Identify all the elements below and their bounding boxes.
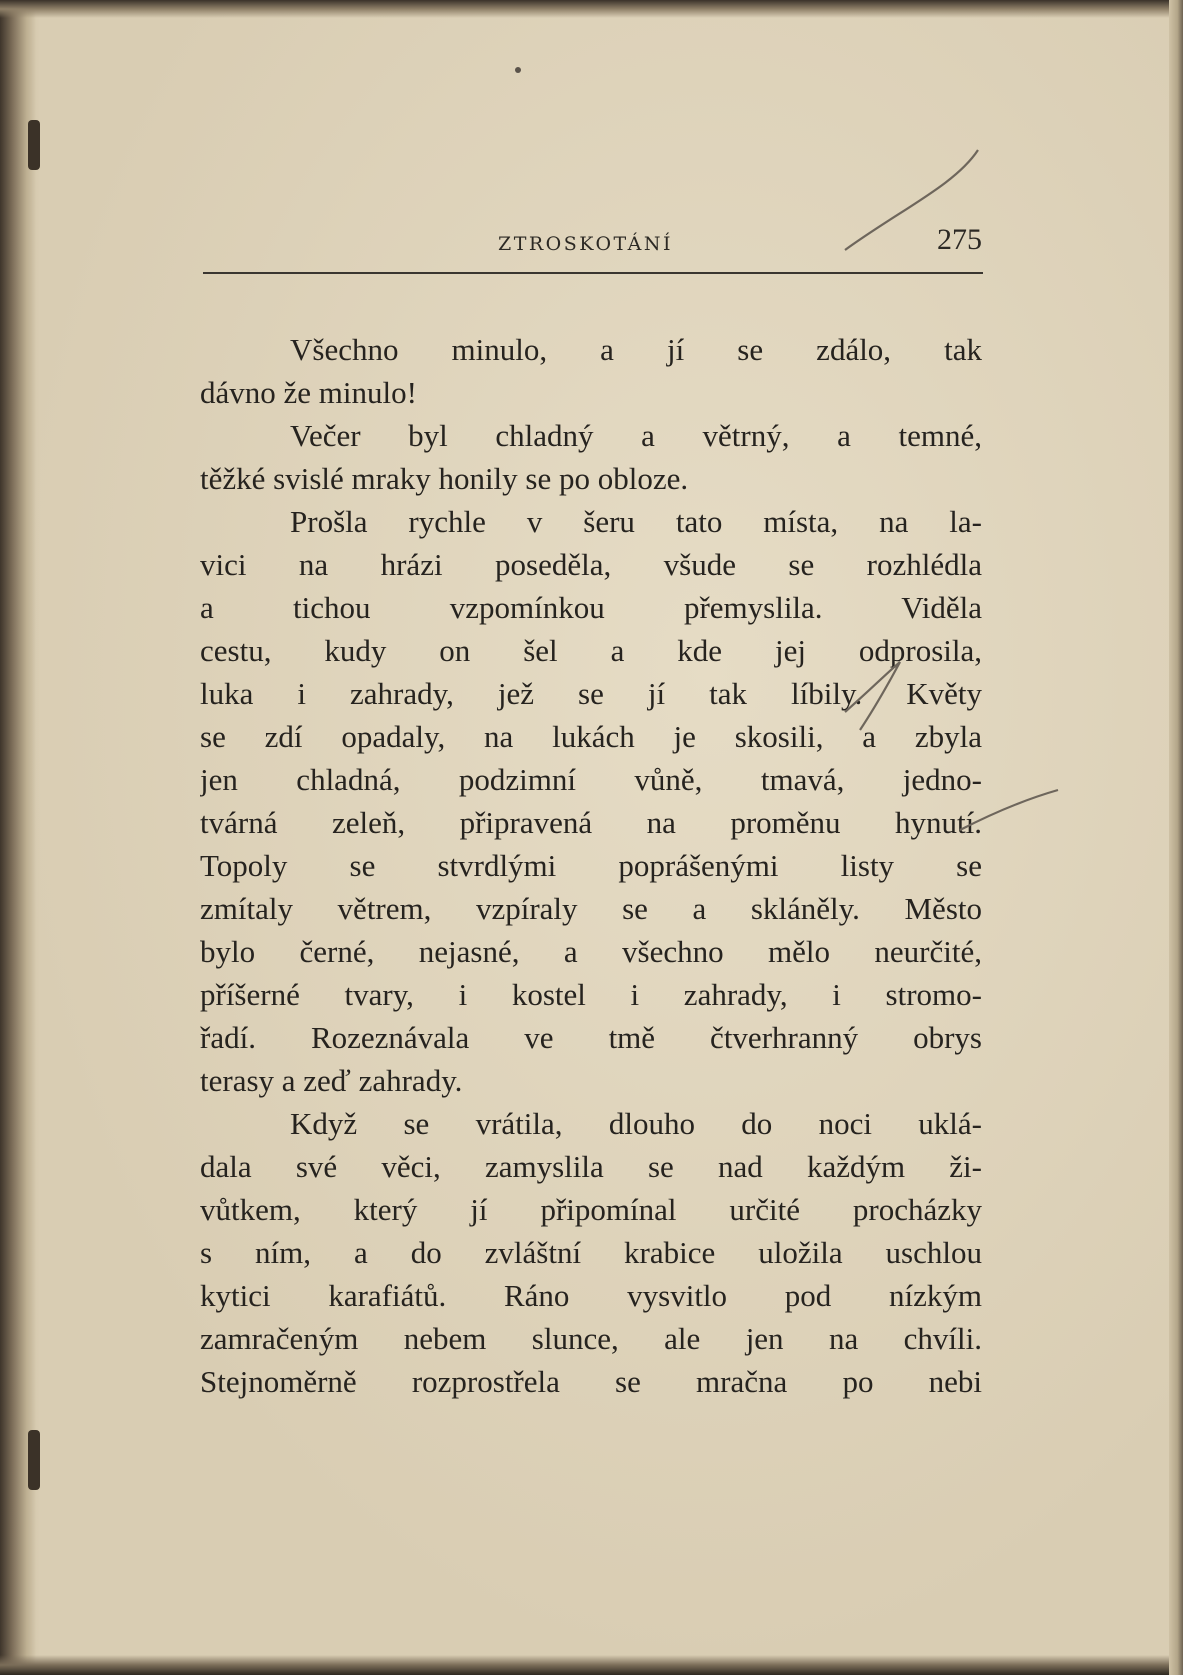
text-line: příšerné tvary, i kostel i zahrady, i stromo- [200,977,982,1012]
text-line: řadí. Rozeznávala ve tmě čtverhranný obrys [200,1020,982,1055]
text-line: zamračeným nebem slunce, ale jen na chvíli. [200,1321,982,1356]
bottom-edge-shadow [0,1655,1183,1675]
text-line: dávno že minulo! [200,375,417,410]
text-line: dala své věci, zamyslila se nad každým ži- [200,1149,982,1184]
text-line: terasy a zeď zahrady. [200,1063,463,1098]
text-line: tvárná zeleň, připravená na proměnu hynutí. [200,805,982,840]
body-text [200,328,982,1403]
speck [515,67,521,73]
text-line: s ním, a do zvláštní krabice uložila uschlou [200,1235,982,1270]
text-line: těžké svislé mraky honily se po obloze. [200,461,689,496]
running-head [200,225,982,265]
fore-edge [1169,0,1183,1675]
text-line: bylo černé, nejasné, a všechno mělo neurčité, [200,934,982,969]
text-line: jen chladná, podzimní vůně, tmavá, jedno- [200,762,982,797]
text-line: se zdí opadaly, na lukách je skosili, a zbyla [200,719,982,754]
text-line: vůtkem, který jí připomínal určité procházky [200,1192,982,1227]
text-line: zmítaly větrem, vzpíraly se a skláněly. Město [200,891,982,926]
top-edge-shadow [0,0,1183,18]
text-line: Stejnoměrně rozprostřela se mračna po nebi [200,1364,982,1399]
binding-thread-mark [28,120,40,170]
text-line: Všechno minulo, a jí se zdálo, tak [290,332,982,367]
running-head-title: ZTROSKOTÁNÍ [498,233,674,255]
binding-shadow [0,0,36,1675]
text-line: Topoly se stvrdlými poprášenými listy se [200,848,982,883]
binding-thread-mark [28,1430,40,1490]
text-line: Prošla rychle v šeru tato místa, na la- [290,504,982,539]
text-line: cestu, kudy on šel a kde jej odprosila, [200,633,982,668]
page-number: 275 [937,223,982,256]
text-line: a tichou vzpomínkou přemyslila. Viděla [200,590,982,625]
header-rule [203,272,983,274]
text-line: luka i zahrady, jež se jí tak líbily. Květy [200,676,982,711]
text-line: Večer byl chladný a větrný, a temné, [290,418,982,453]
text-line: Když se vrátila, dlouho do noci uklá- [290,1106,982,1141]
text-line: vici na hrázi poseděla, všude se rozhlédla [200,547,982,582]
text-line: kytici karafiátů. Ráno vysvitlo pod nízkým [200,1278,982,1313]
